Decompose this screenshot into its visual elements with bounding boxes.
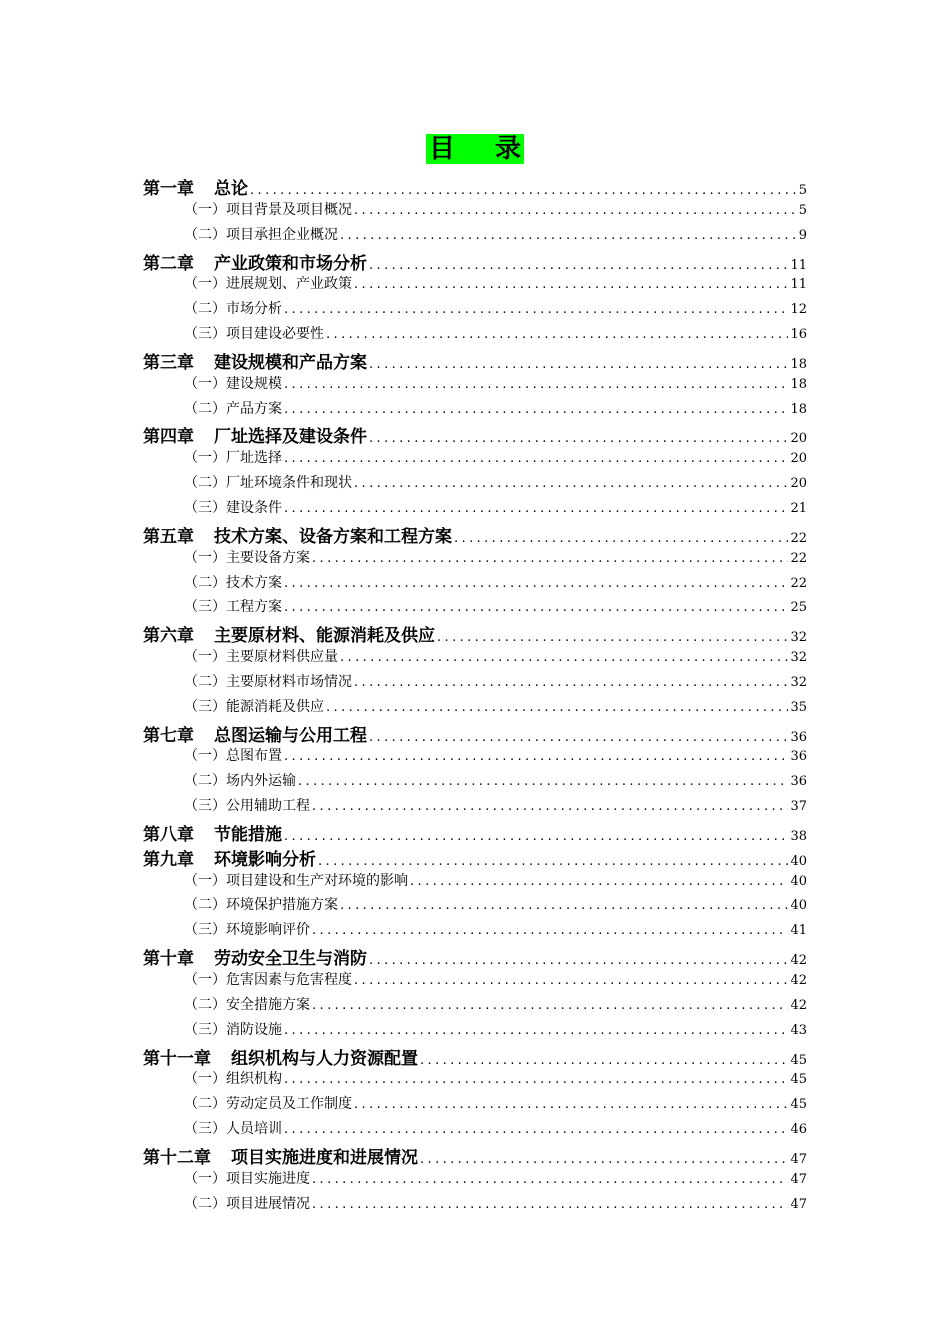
- toc-entry-title: 厂址环境条件和现状: [226, 475, 352, 492]
- toc-entry-label: [184, 398, 282, 418]
- toc-entry-number: （二）: [184, 1195, 226, 1212]
- toc-section-entry[interactable]: [143, 894, 807, 919]
- toc-entry-title: 工程方案: [226, 599, 282, 616]
- toc-section-entry[interactable]: [143, 398, 807, 423]
- toc-entry-number: （一）: [184, 972, 226, 988]
- toc-section-entry[interactable]: [143, 1168, 807, 1193]
- toc-entry-label: [184, 1118, 282, 1138]
- toc-entry-label: [143, 944, 367, 969]
- toc-leader-dots: [284, 576, 788, 591]
- toc-leader-dots: [284, 377, 788, 392]
- toc-leader-dots: [284, 600, 788, 615]
- toc-entry-number: （一）: [184, 1170, 226, 1187]
- toc-entry-title: 总论: [214, 179, 248, 199]
- toc-entry-title: 项目进展情况: [226, 1195, 310, 1212]
- toc-entry-title: 技术方案、设备方案和工程方案: [214, 526, 452, 547]
- toc-title-wrap: [0, 134, 950, 164]
- toc-entry-number: （二）: [184, 400, 226, 417]
- toc-entry-number: 第二章: [143, 253, 194, 274]
- toc-section-entry[interactable]: [143, 1093, 807, 1118]
- toc-leader-dots: [369, 730, 788, 745]
- toc-entry-label: [184, 1168, 310, 1188]
- toc-leader-dots: [340, 228, 797, 243]
- toc-section-entry[interactable]: [143, 795, 807, 820]
- toc-page-number: 40: [790, 873, 807, 889]
- toc-page-number: 18: [790, 401, 807, 417]
- toc-leader-dots: [284, 1023, 788, 1038]
- toc-entry-title: 产品方案: [226, 400, 282, 417]
- toc-entry-number: （三）: [184, 1121, 226, 1138]
- toc-leader-dots: [340, 898, 788, 913]
- toc-entry-label: [184, 1068, 282, 1088]
- table-of-contents: [143, 174, 807, 1217]
- toc-entry-title: 主要设备方案: [226, 549, 310, 566]
- toc-entry-title: 主要原材料市场情况: [226, 673, 352, 690]
- toc-page-number: 22: [790, 530, 807, 546]
- toc-page-number: 11: [790, 277, 807, 293]
- toc-entry-number: （三）: [184, 798, 226, 815]
- toc-section-entry[interactable]: [143, 298, 807, 323]
- toc-page-number: 18: [790, 376, 807, 392]
- toc-leader-dots: [326, 700, 788, 715]
- toc-page-number: 36: [790, 774, 807, 790]
- toc-entry-title: 建设条件: [226, 499, 282, 516]
- toc-entry-number: （三）: [184, 698, 226, 715]
- toc-title: [426, 134, 524, 164]
- toc-entry-number: （一）: [184, 549, 226, 566]
- toc-page-number: 38: [790, 828, 807, 844]
- toc-leader-dots: [312, 1197, 788, 1212]
- toc-page-number: 20: [790, 476, 807, 492]
- toc-entry-number: 第十章: [143, 949, 194, 969]
- toc-entry-title: 主要原材料、能源消耗及供应: [214, 626, 435, 647]
- toc-entry-title: 能源消耗及供应: [226, 698, 324, 715]
- toc-page-number: 37: [790, 799, 807, 815]
- toc-leader-dots: [284, 1072, 788, 1087]
- toc-entry-title: 环境影响分析: [214, 849, 316, 870]
- toc-leader-dots: [284, 1122, 788, 1137]
- toc-page-number: 18: [790, 356, 807, 372]
- toc-section-entry[interactable]: [143, 745, 807, 770]
- toc-entry-number: （一）: [184, 375, 226, 392]
- toc-page-number: 47: [790, 1171, 807, 1187]
- toc-entry-number: 第四章: [143, 427, 194, 448]
- toc-entry-label: [184, 745, 282, 765]
- toc-entry-title: 总图布置: [226, 748, 282, 765]
- toc-entry-title: 项目实施进度和进展情况: [231, 1147, 418, 1168]
- toc-leader-dots: [420, 1152, 788, 1167]
- toc-section-entry[interactable]: [143, 919, 807, 944]
- toc-entry-title: 公用辅助工程: [226, 798, 310, 815]
- toc-entry-label: [184, 1193, 310, 1213]
- toc-entry-label: [143, 621, 435, 646]
- toc-page-number: 5: [798, 202, 807, 218]
- toc-entry-label: [143, 820, 282, 845]
- toc-leader-dots: [420, 1053, 788, 1068]
- toc-section-entry[interactable]: [143, 994, 807, 1019]
- toc-entry-label: [143, 522, 452, 547]
- toc-section-entry[interactable]: [143, 696, 807, 721]
- toc-page-number: 9: [798, 227, 807, 243]
- toc-entry-label: [184, 994, 310, 1014]
- toc-entry-title: 环境影响评价: [226, 922, 310, 939]
- toc-page-number: 45: [790, 1052, 807, 1068]
- toc-leader-dots: [454, 531, 788, 546]
- toc-section-entry[interactable]: [143, 273, 807, 298]
- toc-section-entry[interactable]: [143, 1193, 807, 1218]
- toc-entry-label: [184, 770, 296, 790]
- toc-entry-label: [184, 1093, 352, 1113]
- toc-leader-dots: [298, 774, 788, 789]
- toc-entry-title: 项目背景及项目概况: [226, 201, 352, 218]
- toc-leader-dots: [312, 923, 788, 938]
- toc-entry-title: 进展规划、产业政策: [226, 276, 352, 293]
- toc-leader-dots: [312, 799, 788, 814]
- toc-section-entry[interactable]: [143, 1068, 807, 1093]
- toc-page-number: 36: [790, 749, 807, 765]
- toc-entry-label: [184, 497, 282, 517]
- toc-entry-title: 建设规模: [226, 375, 282, 392]
- toc-entry-title: 组织机构: [226, 1071, 282, 1088]
- toc-entry-label: [184, 273, 352, 293]
- toc-page-number: 47: [790, 1151, 807, 1167]
- toc-entry-label: [184, 795, 310, 815]
- toc-section-entry[interactable]: [143, 199, 807, 224]
- toc-entry-title: 总图运输与公用工程: [214, 725, 367, 746]
- toc-entry-title: 环境保护措施方案: [226, 897, 338, 914]
- toc-leader-dots: [312, 1172, 788, 1187]
- toc-entry-number: 第一章: [143, 179, 194, 199]
- toc-entry-title: 劳动定员及工作制度: [226, 1096, 352, 1113]
- toc-entry-number: （二）: [184, 475, 226, 492]
- toc-entry-label: [184, 298, 282, 318]
- toc-section-entry[interactable]: [143, 447, 807, 472]
- toc-entry-number: （二）: [184, 897, 226, 914]
- toc-chapter-entry[interactable]: [143, 944, 807, 969]
- toc-entry-number: （三）: [184, 499, 226, 516]
- toc-page-number: 32: [790, 630, 807, 646]
- toc-leader-dots: [354, 1097, 788, 1112]
- toc-page-number: 36: [790, 729, 807, 745]
- toc-leader-dots: [284, 829, 788, 844]
- toc-entry-number: 第十一章: [143, 1048, 211, 1069]
- toc-leader-dots: [437, 630, 788, 645]
- toc-page-number: 42: [790, 953, 807, 969]
- toc-page-number: 25: [790, 600, 807, 616]
- toc-page-number: 35: [790, 699, 807, 715]
- toc-entry-label: [184, 596, 282, 616]
- toc-chapter-entry[interactable]: [143, 348, 807, 373]
- toc-section-entry[interactable]: [143, 969, 807, 994]
- toc-entry-label: [184, 373, 282, 393]
- toc-leader-dots: [354, 476, 788, 491]
- toc-entry-number: （二）: [184, 301, 226, 318]
- toc-chapter-entry[interactable]: [143, 621, 807, 646]
- toc-entry-number: （二）: [184, 673, 226, 690]
- toc-entry-title: 建设规模和产品方案: [214, 352, 367, 373]
- toc-section-entry[interactable]: [143, 224, 807, 249]
- toc-entry-title: 厂址选择: [226, 450, 282, 467]
- toc-entry-label: [143, 422, 367, 447]
- toc-entry-number: （一）: [184, 276, 226, 293]
- toc-page-number: 32: [790, 650, 807, 666]
- toc-leader-dots: [354, 277, 788, 292]
- toc-page-number: 21: [790, 500, 807, 516]
- toc-entry-label: [184, 870, 408, 890]
- toc-entry-title: 项目建设必要性: [226, 326, 324, 343]
- toc-entry-title: 安全措施方案: [226, 996, 310, 1013]
- toc-entry-number: （二）: [184, 773, 226, 790]
- toc-title-char-2: 录: [495, 134, 522, 164]
- toc-section-entry[interactable]: [143, 547, 807, 572]
- toc-page-number: 16: [790, 327, 807, 343]
- toc-chapter-entry[interactable]: [143, 721, 807, 746]
- toc-entry-number: 第七章: [143, 725, 194, 746]
- toc-entry-title: 劳动安全卫生与消防: [214, 949, 367, 969]
- toc-chapter-entry[interactable]: [143, 820, 807, 845]
- toc-chapter-entry[interactable]: [143, 174, 807, 199]
- toc-entry-number: （三）: [184, 1021, 226, 1038]
- toc-section-entry[interactable]: [143, 870, 807, 895]
- toc-leader-dots: [369, 953, 788, 968]
- toc-entry-number: （三）: [184, 599, 226, 616]
- toc-entry-title: 人员培训: [226, 1121, 282, 1138]
- toc-title-char-1: 目: [428, 134, 495, 164]
- toc-chapter-entry[interactable]: [143, 522, 807, 547]
- toc-leader-dots: [369, 357, 788, 372]
- toc-page-number: 45: [790, 1097, 807, 1113]
- toc-page-number: 32: [790, 674, 807, 690]
- toc-page-number: 40: [790, 853, 807, 869]
- toc-leader-dots: [250, 183, 797, 198]
- toc-leader-dots: [312, 551, 788, 566]
- toc-leader-dots: [354, 973, 788, 988]
- toc-leader-dots: [340, 650, 788, 665]
- toc-entry-label: [143, 174, 248, 199]
- toc-section-entry[interactable]: [143, 1118, 807, 1143]
- toc-section-entry[interactable]: [143, 770, 807, 795]
- toc-leader-dots: [284, 302, 788, 317]
- toc-entry-title: 技术方案: [226, 574, 282, 591]
- toc-page-number: 42: [790, 997, 807, 1013]
- toc-entry-number: （三）: [184, 326, 226, 343]
- toc-entry-title: 项目实施进度: [226, 1170, 310, 1187]
- toc-entry-number: 第六章: [143, 626, 194, 647]
- toc-entry-number: （一）: [184, 872, 226, 889]
- toc-entry-title: 主要原材料供应量: [226, 649, 338, 666]
- toc-entry-title: 危害因素与危害程度: [226, 972, 352, 988]
- toc-entry-title: 市场分析: [226, 301, 282, 318]
- toc-leader-dots: [284, 749, 788, 764]
- toc-section-entry[interactable]: [143, 472, 807, 497]
- toc-section-entry[interactable]: [143, 596, 807, 621]
- toc-entry-title: 场内外运输: [226, 773, 296, 790]
- toc-entry-label: [143, 845, 316, 870]
- toc-leader-dots: [284, 501, 788, 516]
- toc-entry-label: [184, 547, 310, 567]
- toc-page-number: 11: [790, 257, 807, 273]
- toc-entry-number: （二）: [184, 226, 226, 243]
- toc-page-number: 20: [790, 451, 807, 467]
- toc-page-number: 20: [790, 431, 807, 447]
- toc-entry-title: 项目承担企业概况: [226, 226, 338, 243]
- toc-entry-number: （一）: [184, 748, 226, 765]
- toc-entry-label: [184, 224, 338, 244]
- toc-section-entry[interactable]: [143, 1019, 807, 1044]
- toc-section-entry[interactable]: [143, 373, 807, 398]
- toc-chapter-entry[interactable]: [143, 845, 807, 870]
- toc-entry-number: （一）: [184, 201, 226, 218]
- toc-entry-number: （一）: [184, 649, 226, 666]
- toc-entry-label: [184, 323, 324, 343]
- toc-entry-number: （二）: [184, 574, 226, 591]
- toc-entry-number: （一）: [184, 1071, 226, 1088]
- toc-page-number: 42: [790, 973, 807, 988]
- toc-entry-label: [184, 199, 352, 219]
- toc-page-number: 22: [790, 550, 807, 566]
- toc-page-number: 22: [790, 575, 807, 591]
- toc-entry-label: [184, 447, 282, 467]
- toc-entry-label: [143, 1143, 418, 1168]
- toc-entry-label: [184, 969, 352, 989]
- toc-entry-label: [184, 919, 310, 939]
- toc-entry-number: （二）: [184, 996, 226, 1013]
- toc-leader-dots: [369, 258, 788, 273]
- toc-page-number: 45: [790, 1072, 807, 1088]
- toc-entry-number: （三）: [184, 922, 226, 939]
- toc-entry-label: [143, 249, 367, 274]
- toc-entry-title: 产业政策和市场分析: [214, 253, 367, 274]
- toc-entry-number: 第八章: [143, 824, 194, 845]
- toc-section-entry[interactable]: [143, 572, 807, 597]
- toc-leader-dots: [410, 874, 788, 889]
- toc-entry-label: [184, 572, 282, 592]
- toc-entry-title: 项目建设和生产对环境的影响: [226, 872, 408, 889]
- toc-entry-label: [184, 894, 338, 914]
- toc-entry-label: [143, 721, 367, 746]
- toc-section-entry[interactable]: [143, 671, 807, 696]
- toc-leader-dots: [312, 998, 788, 1013]
- toc-chapter-entry[interactable]: [143, 1044, 807, 1069]
- toc-entry-label: [143, 348, 367, 373]
- toc-entry-label: [143, 1044, 418, 1069]
- toc-entry-title: 厂址选择及建设条件: [214, 427, 367, 448]
- toc-entry-title: 消防设施: [226, 1021, 282, 1038]
- toc-entry-label: [184, 671, 352, 691]
- toc-section-entry[interactable]: [143, 497, 807, 522]
- toc-page-number: 5: [798, 183, 807, 198]
- toc-entry-number: 第五章: [143, 526, 194, 547]
- toc-section-entry[interactable]: [143, 323, 807, 348]
- toc-leader-dots: [318, 854, 788, 869]
- toc-leader-dots: [354, 203, 797, 218]
- toc-leader-dots: [369, 431, 788, 446]
- toc-page-number: 47: [790, 1196, 807, 1212]
- toc-entry-title: 组织机构与人力资源配置: [231, 1048, 418, 1069]
- toc-page-number: 43: [790, 1022, 807, 1038]
- toc-chapter-entry[interactable]: [143, 1143, 807, 1168]
- toc-entry-label: [184, 472, 352, 492]
- toc-page-number: 12: [790, 302, 807, 318]
- toc-entry-label: [184, 646, 338, 666]
- toc-leader-dots: [354, 675, 788, 690]
- toc-chapter-entry[interactable]: [143, 422, 807, 447]
- toc-page-number: 41: [790, 923, 807, 939]
- toc-page-number: 46: [790, 1122, 807, 1138]
- toc-entry-title: 节能措施: [214, 824, 282, 845]
- toc-entry-number: 第九章: [143, 849, 194, 870]
- toc-entry-label: [184, 696, 324, 716]
- toc-entry-number: 第十二章: [143, 1147, 211, 1168]
- toc-leader-dots: [284, 402, 788, 417]
- toc-entry-number: 第三章: [143, 352, 194, 373]
- toc-page-number: 40: [790, 898, 807, 914]
- toc-section-entry[interactable]: [143, 646, 807, 671]
- toc-leader-dots: [284, 451, 788, 466]
- toc-leader-dots: [326, 327, 788, 342]
- toc-entry-number: （一）: [184, 450, 226, 467]
- toc-entry-label: [184, 1019, 282, 1039]
- toc-entry-number: （二）: [184, 1096, 226, 1113]
- toc-chapter-entry[interactable]: [143, 249, 807, 274]
